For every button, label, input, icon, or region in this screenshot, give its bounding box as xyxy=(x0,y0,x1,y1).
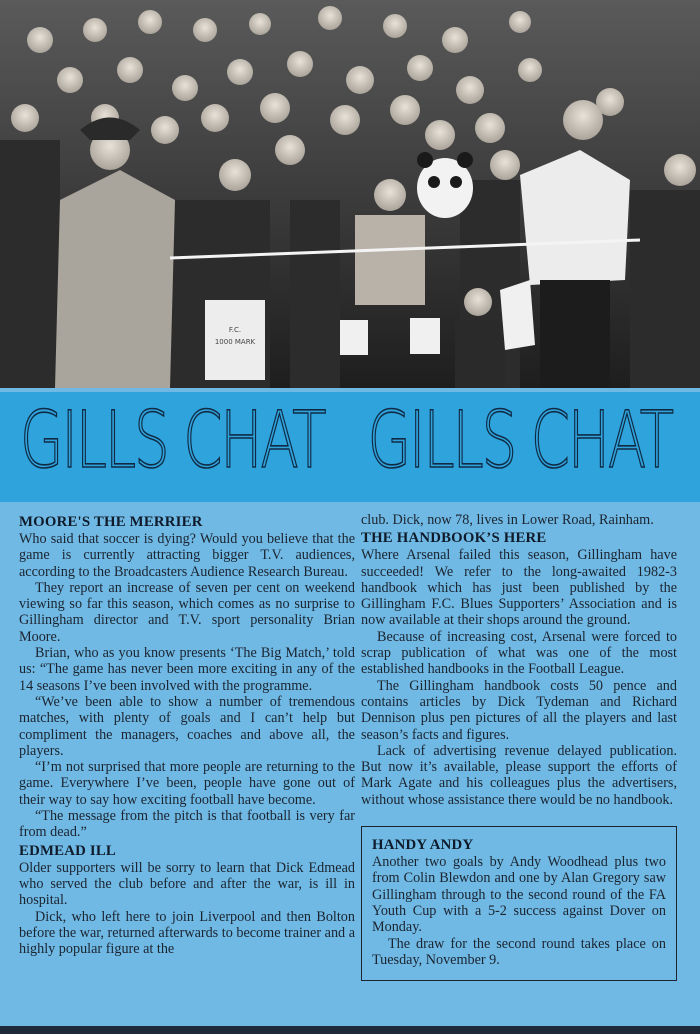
article-heading-edmead-ill: EDMEAD ILL xyxy=(19,842,116,859)
handy-andy-box xyxy=(361,826,677,981)
article-paragraph: The draw for the second round takes place on Tuesday, November 9. xyxy=(372,935,666,968)
article-heading-moores-the-merrier: MOORE'S THE MERRIER xyxy=(19,514,203,530)
banner-title-b: GILLS CHAT xyxy=(367,396,672,486)
article-paragraph-continued: club. Dick, now 78, lives in Lower Road, Rainham. xyxy=(361,512,654,528)
bag-text-1: F.C. xyxy=(228,326,242,334)
article-paragraph: Dick, who left here to join Liverpool and then Bolton before the war, returned afterwards to become trainer and a highly popular figure at the xyxy=(19,908,355,958)
bag-text-2: 1000 MARK xyxy=(214,338,256,346)
article-paragraph: Who said that soccer is dying? Would you believe that the game is currently attracting bigger T.V. audiences, according to the Broadcasters Audience Research Bureau. xyxy=(19,531,355,580)
right-column xyxy=(361,512,677,981)
banner-title-a: GILLS CHAT xyxy=(20,396,325,486)
article-paragraph: Because of increasing cost, Arsenal were forced to scrap publication of what was one of the most established handbooks in the Football League. xyxy=(361,628,677,678)
article-paragraph: Lack of advertising revenue delayed publication. But now it’s available, please support the efforts of Mark Agate and his colleagues plus the advertisers, without whose assistance there would be no handbook. xyxy=(361,742,677,808)
article-heading-handy-andy: HANDY ANDY xyxy=(372,837,474,854)
article-paragraph: Another two goals by Andy Woodhead plus two from Colin Blewdon and one by Alan Gregory saw Gillingham through to the second round of the FA Youth Cup with a 5-2 success against Dover on Monday. xyxy=(372,854,666,936)
article-paragraph: Older supporters will be sorry to learn that Dick Edmead who served the club before and after the war, is ill in hospital. xyxy=(19,859,355,909)
article-paragraph: “I’m not surprised that more people are returning to the game. Everywhere I’ve been, people have gone out of their way to say how exciting football have become. xyxy=(19,759,355,808)
article-heading-handbooks-here: THE HANDBOOK’S HERE xyxy=(361,530,547,547)
article-paragraph: “The message from the pitch is that football is very far from dead.” xyxy=(19,808,355,841)
article-paragraph: Brian, who as you know presents ‘The Big Match,’ told us: “The game has never been more exciting in any of the 14 seasons I’ve been involved with the programme. xyxy=(19,645,355,694)
article-paragraph: Where Arsenal failed this season, Gillingham have succeeded! We refer to the long-awaited 1982-3 handbook which has just been published by the Gillingham F.C. Blues Supporters’ Association and is now available at their shops around the ground. xyxy=(361,547,677,629)
article-paragraph: They report an increase of seven per cent on weekend viewing so far this season, which comes as no surprise to Gillingham director and T.V. sport personality Brian Moore. xyxy=(19,579,355,645)
article-paragraph: The Gillingham handbook costs 50 pence and contains articles by Dick Tydeman and Richard Dennison plus pen pictures of all the players and last season’s facts and figures. xyxy=(361,677,677,743)
left-column xyxy=(19,512,355,957)
gills-chat-banner xyxy=(0,392,700,502)
crowd-photo xyxy=(0,0,700,388)
bottom-strip xyxy=(0,1026,700,1034)
article-paragraph: “We’ve been able to show a number of tremendous matches, with plenty of goals and I can’t help but compliment the managers, coaches and above all, the players. xyxy=(19,693,355,759)
photo-illustration xyxy=(0,0,700,388)
banner-title xyxy=(20,396,700,486)
